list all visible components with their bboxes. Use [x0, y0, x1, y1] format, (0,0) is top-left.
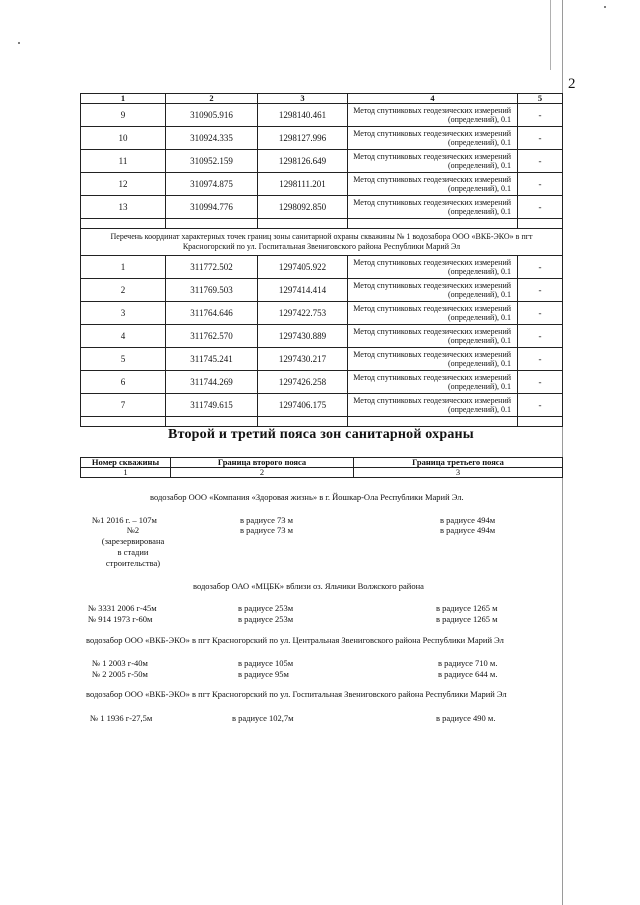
note-cell: - — [518, 173, 563, 196]
point-number-cell: 10 — [81, 127, 166, 150]
x-coordinate-cell: 311745.241 — [166, 348, 258, 371]
method-cell: Метод спутниковых геодезических измерений (определений), 0.1 — [348, 302, 518, 325]
zone3-value: в радиусе 494м — [440, 515, 496, 525]
note-cell: - — [518, 104, 563, 127]
y-coordinate-cell: 1297405.922 — [258, 256, 348, 279]
point-number-cell: 4 — [81, 325, 166, 348]
method-cell: Метод спутниковых геодезических измерений (определений), 0.1 — [348, 394, 518, 417]
table-caption: Перечень координат характерных точек границ зоны санитарной охраны скважины № 1 водозабора ООО «ВКБ-ЭКО» в пгт Красногорский по ул. Госпитальная Звениговского района Республики Марий Эл — [81, 229, 563, 256]
y-coordinate-cell: 1298111.201 — [258, 173, 348, 196]
blank-cell — [518, 417, 563, 427]
blank-cell — [258, 219, 348, 229]
header-cell: 3 — [258, 94, 348, 104]
table-row — [81, 348, 563, 371]
blank-row — [81, 417, 563, 427]
zone3-value: в радиусе 494м — [440, 525, 496, 535]
x-coordinate-cell: 311749.615 — [166, 394, 258, 417]
zones-number-cell: 3 — [354, 468, 563, 478]
zone2-value: в радиусе 102,7м — [232, 713, 294, 723]
blank-cell — [81, 417, 166, 427]
coordinates-table — [80, 93, 563, 427]
blank-cell — [166, 417, 258, 427]
blank-cell — [81, 219, 166, 229]
table-row — [81, 302, 563, 325]
y-coordinate-cell: 1297430.889 — [258, 325, 348, 348]
table-row — [81, 104, 563, 127]
note-cell: - — [518, 150, 563, 173]
x-coordinate-cell: 310905.916 — [166, 104, 258, 127]
zones-number-cell: 2 — [171, 468, 354, 478]
zone3-value: в радиусе 710 м. — [438, 658, 498, 668]
zones-header-cell: Номер скважины — [81, 458, 171, 468]
table-row — [81, 394, 563, 417]
point-number-cell: 1 — [81, 256, 166, 279]
blank-cell — [348, 417, 518, 427]
blank-cell — [166, 219, 258, 229]
point-number-cell: 3 — [81, 302, 166, 325]
point-number-cell: 5 — [81, 348, 166, 371]
x-coordinate-cell: 311744.269 — [166, 371, 258, 394]
zone2-value: в радиусе 105м — [238, 658, 294, 668]
table-header-row — [81, 94, 563, 104]
x-coordinate-cell: 310974.875 — [166, 173, 258, 196]
y-coordinate-cell: 1297406.175 — [258, 394, 348, 417]
table-row — [81, 371, 563, 394]
zones-header-row — [81, 458, 563, 468]
table-row — [81, 196, 563, 219]
blank-row — [81, 219, 563, 229]
y-coordinate-cell: 1297426.258 — [258, 371, 348, 394]
table-row — [81, 173, 563, 196]
x-coordinate-cell: 311769.503 — [166, 279, 258, 302]
zone2-value: в радиусе 73 м — [240, 525, 294, 535]
zones-number-cell: 1 — [81, 468, 171, 478]
x-coordinate-cell: 311762.570 — [166, 325, 258, 348]
method-cell: Метод спутниковых геодезических измерений (определений), 0.1 — [348, 104, 518, 127]
zone3-value: в радиусе 490 м. — [436, 713, 496, 723]
method-cell: Метод спутниковых геодезических измерений (определений), 0.1 — [348, 256, 518, 279]
zone2-value: в радиусе 253м — [238, 603, 294, 613]
point-number-cell: 12 — [81, 173, 166, 196]
zone3-value: в радиусе 1265 м — [436, 603, 498, 613]
method-cell: Метод спутниковых геодезических измерений (определений), 0.1 — [348, 348, 518, 371]
table-row — [81, 127, 563, 150]
zones-number-row — [81, 468, 563, 478]
y-coordinate-cell: 1298127.996 — [258, 127, 348, 150]
note-cell: - — [518, 348, 563, 371]
point-number-cell: 7 — [81, 394, 166, 417]
note-cell: - — [518, 371, 563, 394]
section-title: Второй и третий пояса зон санитарной охраны — [168, 427, 474, 442]
table-row — [81, 325, 563, 348]
well-label: № 2 2005 г-50м — [92, 669, 148, 679]
scan-edge-line-top — [550, 0, 551, 70]
method-cell: Метод спутниковых геодезических измерений (определений), 0.1 — [348, 150, 518, 173]
scan-speck — [18, 42, 20, 44]
point-number-cell: 9 — [81, 104, 166, 127]
zone2-value: в радиусе 95м — [238, 669, 289, 679]
zone3-value: в радиусе 1265 м — [436, 614, 498, 624]
method-cell: Метод спутниковых геодезических измерений (определений), 0.1 — [348, 325, 518, 348]
well-label: №1 2016 г. – 107м — [92, 515, 157, 525]
note-cell: - — [518, 279, 563, 302]
x-coordinate-cell: 311772.502 — [166, 256, 258, 279]
source-title: водозабор ООО «ВКБ-ЭКО» в пгт Красногорский по ул. Госпитальная Звениговского района Республики Марий Эл — [86, 689, 507, 699]
method-cell: Метод спутниковых геодезических измерений (определений), 0.1 — [348, 279, 518, 302]
zones-table — [80, 457, 563, 478]
header-cell: 1 — [81, 94, 166, 104]
note-cell: - — [518, 394, 563, 417]
y-coordinate-cell: 1298126.649 — [258, 150, 348, 173]
header-cell: 2 — [166, 94, 258, 104]
well-label: №2 (зарезервирована в стадии строительства) — [101, 525, 165, 568]
y-coordinate-cell: 1297414.414 — [258, 279, 348, 302]
y-coordinate-cell: 1298092.850 — [258, 196, 348, 219]
well-label: № 1 1936 г-27,5м — [90, 713, 153, 723]
zones-header-cell: Граница второго пояса — [171, 458, 354, 468]
point-number-cell: 2 — [81, 279, 166, 302]
method-cell: Метод спутниковых геодезических измерений (определений), 0.1 — [348, 173, 518, 196]
source-title: водозабор ООО «Компания «Здоровая жизнь» в г. Йошкар-Ола Республики Марий Эл. — [150, 492, 464, 502]
header-cell: 4 — [348, 94, 518, 104]
caption-row — [81, 229, 563, 256]
method-cell: Метод спутниковых геодезических измерений (определений), 0.1 — [348, 196, 518, 219]
x-coordinate-cell: 310994.776 — [166, 196, 258, 219]
source-title: водозабор ООО «ВКБ-ЭКО» в пгт Красногорский по ул. Центральная Звениговского района Республики Марий Эл — [86, 635, 504, 645]
method-cell: Метод спутниковых геодезических измерений (определений), 0.1 — [348, 371, 518, 394]
scan-speck — [604, 6, 606, 8]
blank-cell — [518, 219, 563, 229]
point-number-cell: 6 — [81, 371, 166, 394]
point-number-cell: 11 — [81, 150, 166, 173]
zone2-value: в радиусе 73 м — [240, 515, 294, 525]
zone2-value: в радиусе 253м — [238, 614, 294, 624]
zones-header-cell: Граница третьего пояса — [354, 458, 563, 468]
y-coordinate-cell: 1297430.217 — [258, 348, 348, 371]
well-label: № 1 2003 г-40м — [92, 658, 148, 668]
note-cell: - — [518, 302, 563, 325]
note-cell: - — [518, 127, 563, 150]
x-coordinate-cell: 310924.335 — [166, 127, 258, 150]
zone3-value: в радиусе 644 м. — [438, 669, 498, 679]
table-row — [81, 150, 563, 173]
well-label: № 914 1973 г-60м — [88, 614, 153, 624]
x-coordinate-cell: 311764.646 — [166, 302, 258, 325]
source-title: водозабор ОАО «МЦБК» вблизи оз. Яльчики Волжского района — [193, 581, 424, 591]
blank-cell — [348, 219, 518, 229]
note-cell: - — [518, 256, 563, 279]
page-number: 2 — [568, 76, 576, 92]
note-cell: - — [518, 325, 563, 348]
header-cell: 5 — [518, 94, 563, 104]
y-coordinate-cell: 1298140.461 — [258, 104, 348, 127]
note-cell: - — [518, 196, 563, 219]
y-coordinate-cell: 1297422.753 — [258, 302, 348, 325]
point-number-cell: 13 — [81, 196, 166, 219]
x-coordinate-cell: 310952.159 — [166, 150, 258, 173]
well-label: № 3331 2006 г-45м — [88, 603, 157, 613]
method-cell: Метод спутниковых геодезических измерений (определений), 0.1 — [348, 127, 518, 150]
table-row — [81, 256, 563, 279]
blank-cell — [258, 417, 348, 427]
table-row — [81, 279, 563, 302]
